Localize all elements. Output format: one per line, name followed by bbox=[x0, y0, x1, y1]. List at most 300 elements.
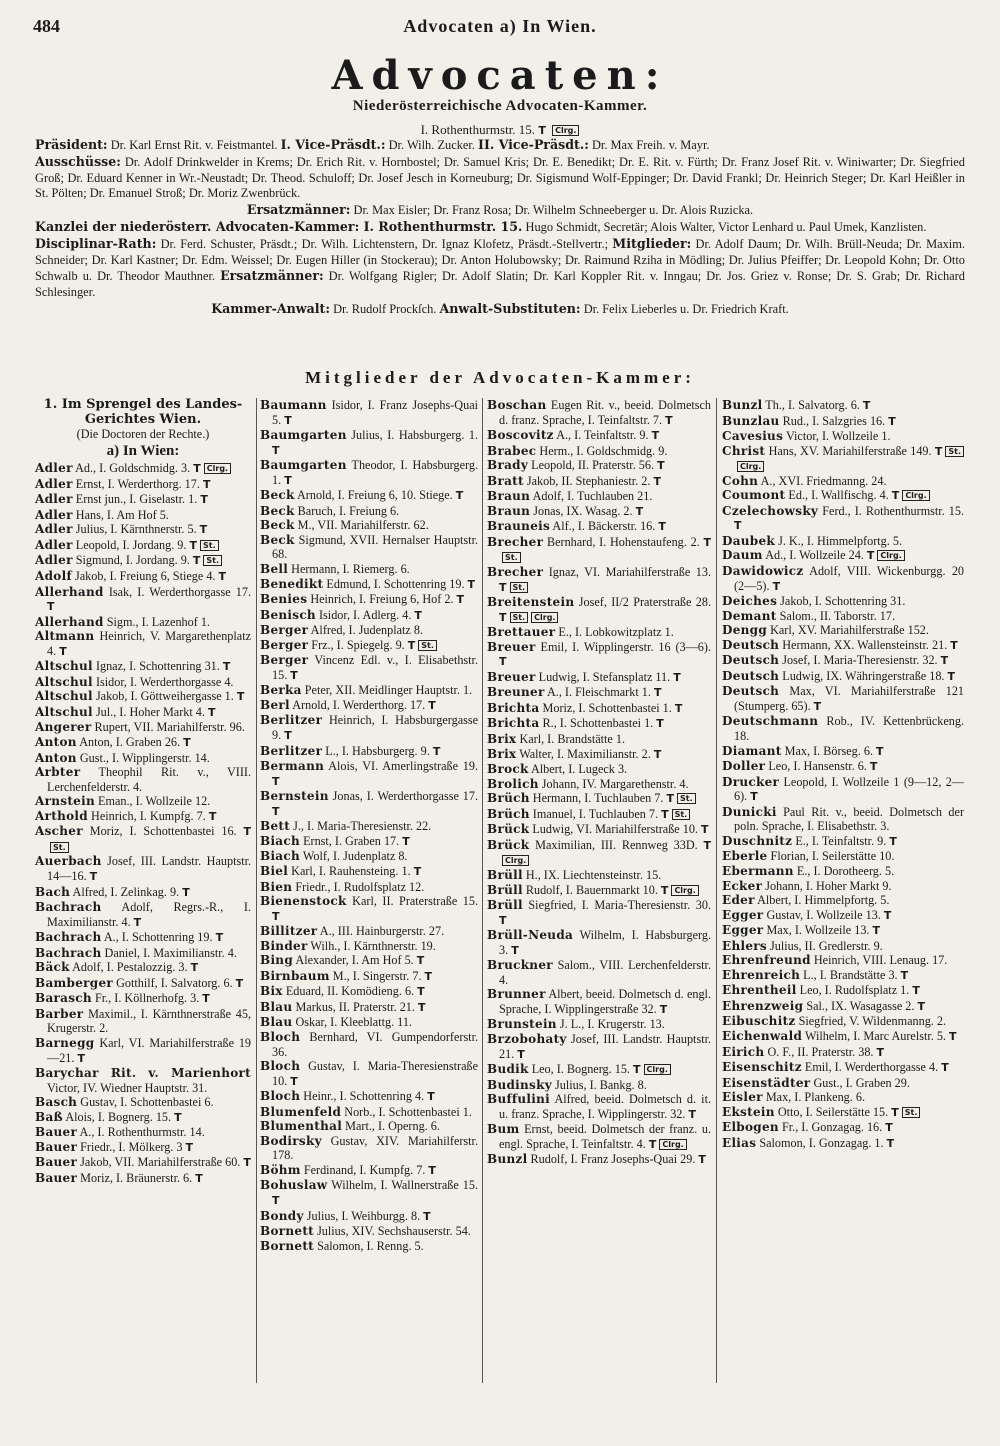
telephone-mark: T bbox=[703, 535, 712, 549]
advocate-address: Jonas, IX. Wasag. 2. bbox=[533, 503, 633, 518]
advocate-surname: Budik bbox=[487, 1062, 529, 1077]
advocate-surname: Eirich bbox=[722, 1044, 765, 1059]
advocate-surname: Adler bbox=[35, 537, 73, 552]
telephone-mark: T bbox=[888, 414, 896, 428]
directory-entry bbox=[487, 777, 711, 792]
telephone-mark: T bbox=[657, 459, 665, 473]
advocate-address: Friedr., I. Rudolfsplatz 12. bbox=[295, 879, 425, 894]
council-paragraph bbox=[35, 202, 965, 219]
st-badge: St. bbox=[510, 582, 529, 593]
telephone-mark: T bbox=[413, 864, 422, 878]
advocate-surname: Diamant bbox=[722, 743, 782, 758]
advocate-surname: Bien bbox=[260, 879, 293, 894]
directory-entry bbox=[35, 976, 251, 992]
telephone-mark: T bbox=[912, 984, 920, 998]
advocate-address: Max, I. Börseg. 6. bbox=[784, 743, 873, 758]
telephone-mark: T bbox=[511, 943, 519, 957]
directory-entry bbox=[35, 508, 251, 523]
advocate-address: Ernst jun., I. Giselastr. 1. bbox=[75, 492, 198, 507]
directory-entry bbox=[260, 533, 478, 562]
directory-entry bbox=[487, 1092, 711, 1122]
advocate-surname: Dunicki bbox=[722, 804, 777, 819]
directory-entry bbox=[260, 1105, 478, 1120]
advocate-surname: Czelechowsky bbox=[722, 503, 819, 518]
advocate-surname: Beck bbox=[260, 503, 295, 518]
telephone-mark: T bbox=[208, 809, 217, 823]
directory-entry bbox=[35, 1140, 251, 1156]
directory-entry bbox=[260, 398, 478, 428]
directory-entry bbox=[722, 999, 964, 1015]
advocate-address: L., I. Brandstätte 3. bbox=[803, 967, 898, 982]
advocate-surname: Adler bbox=[35, 553, 73, 568]
directory-entry bbox=[722, 805, 964, 834]
advocate-address: Siegfried, V. Wildenmanng. 2. bbox=[798, 1014, 947, 1029]
advocate-address: Daniel, I. Maximilianstr. 4. bbox=[104, 945, 237, 960]
advocate-address: M., VII. Mariahilferstr. 62. bbox=[297, 518, 429, 533]
directory-entry bbox=[487, 444, 711, 459]
directory-entry bbox=[722, 564, 964, 594]
advocate-address: Leopold, I. Jordang. 9. bbox=[75, 537, 187, 552]
advocate-address: Wilh., I. Kärnthnerstr. 19. bbox=[310, 938, 436, 953]
advocate-surname: Altschul bbox=[35, 674, 93, 689]
advocate-address: Ludwig, I. Stefansplatz 11. bbox=[538, 669, 671, 684]
advocate-surname: Egger bbox=[722, 923, 764, 938]
directory-entry bbox=[35, 854, 251, 884]
telephone-mark: T bbox=[876, 1045, 885, 1059]
advocate-address: A., I. Rothenthurmstr. 14. bbox=[79, 1125, 205, 1140]
advocate-surname: Brüll bbox=[487, 867, 523, 882]
advocate-surname: Altschul bbox=[35, 659, 93, 674]
advocate-address: Gust., I. Graben 29. bbox=[813, 1075, 910, 1090]
directory-entry bbox=[260, 1119, 478, 1134]
district-note: (Die Doctoren der Rechte.) bbox=[76, 427, 210, 442]
page-number: 484 bbox=[33, 16, 60, 36]
advocate-address: Ad., I. Goldschmidg. 3. bbox=[75, 461, 191, 476]
advocate-surname: Berka bbox=[260, 683, 302, 698]
advocate-surname: Deutsch bbox=[722, 637, 780, 652]
advocate-surname: Adler bbox=[35, 522, 73, 537]
directory-entry bbox=[260, 713, 478, 743]
directory-entry bbox=[722, 1120, 964, 1136]
advocate-address: Fr., I. Köllnerhofg. 3. bbox=[94, 991, 200, 1006]
advocate-surname: Bell bbox=[260, 562, 289, 577]
advocate-address: Victor, IV. Wiedner Hauptstr. 31. bbox=[47, 1080, 208, 1095]
advocate-address: Hans, I. Am Hof 5. bbox=[75, 507, 169, 522]
advocate-surname: Buffulini bbox=[487, 1092, 551, 1107]
telephone-mark: T bbox=[272, 804, 280, 818]
directory-entry bbox=[722, 1136, 964, 1152]
advocate-surname: Bondy bbox=[260, 1208, 304, 1223]
advocate-address: A., XVI. Friedmanng. 24. bbox=[760, 473, 887, 488]
directory-entry bbox=[260, 683, 478, 698]
advocate-address: Gustav, I. Maria-Theresienstraße 10. bbox=[272, 1059, 479, 1088]
advocate-surname: Benisch bbox=[260, 607, 316, 622]
advocate-address: H., IX. Liechtensteinstr. 15. bbox=[525, 867, 662, 882]
directory-entry bbox=[260, 789, 478, 819]
telephone-mark: T bbox=[885, 1121, 893, 1135]
advocate-surname: Beck bbox=[260, 532, 295, 547]
advocate-surname: Bloch bbox=[260, 1059, 301, 1074]
advocate-surname: Brecher bbox=[487, 534, 544, 549]
advocate-address: Max, VI. Mariahilferstraße 121 (Stumperg. 65). bbox=[734, 684, 965, 713]
advocate-address: A., I. Fleischmarkt 1. bbox=[546, 685, 651, 700]
advocate-address: Karl, XV. Mariahilferstraße 152. bbox=[770, 623, 929, 638]
telephone-mark: T bbox=[417, 985, 425, 999]
advocate-address: Leopold, I. Wollzeile 1 (9—12, 2—6). bbox=[734, 774, 964, 804]
advocate-surname: Auerbach bbox=[35, 854, 102, 869]
directory-entry bbox=[260, 562, 478, 577]
directory-entry bbox=[722, 744, 964, 760]
telephone-mark: T bbox=[414, 608, 422, 622]
column-divider bbox=[716, 398, 717, 1383]
directory-entry bbox=[260, 1134, 478, 1163]
advocate-address: Julius, XIV. Sechshauserstr. 54. bbox=[317, 1224, 471, 1239]
directory-entry bbox=[722, 1076, 964, 1091]
advocate-surname: Arthold bbox=[35, 808, 88, 823]
directory-entry bbox=[260, 488, 478, 504]
telephone-mark: T bbox=[660, 883, 669, 897]
clearing-badge: Clrg. bbox=[671, 885, 698, 896]
directory-entry bbox=[487, 489, 711, 504]
st-badge: St. bbox=[200, 540, 219, 551]
advocate-address: Gustav, XIV. Mariahilferstr. 178. bbox=[272, 1133, 478, 1163]
advocate-surname: Berger bbox=[260, 623, 309, 638]
advocate-address: Leo, I. Bognerg. 15. bbox=[531, 1062, 630, 1077]
advocate-address: Jakob, I. Schottenring 31. bbox=[780, 594, 906, 609]
council-label: Ersatzmänner: bbox=[220, 268, 324, 284]
directory-entry bbox=[260, 518, 478, 533]
advocate-address: J., I. Maria-Theresienstr. 22. bbox=[293, 819, 432, 834]
advocate-surname: Eibuschitz bbox=[722, 1014, 796, 1029]
advocate-surname: Eichenwald bbox=[722, 1028, 803, 1043]
advocate-surname: Blumenthal bbox=[260, 1119, 343, 1134]
telephone-mark: T bbox=[183, 736, 191, 750]
advocate-address: Josef, II/2 Praterstraße 28. bbox=[578, 595, 711, 610]
clearing-badge: Clrg. bbox=[902, 490, 929, 501]
directory-entry bbox=[722, 474, 964, 489]
advocate-surname: Bunzl bbox=[487, 1152, 528, 1167]
directory-entry bbox=[35, 689, 251, 705]
advocate-surname: Berger bbox=[260, 653, 309, 668]
directory-entry bbox=[722, 534, 964, 549]
telephone-mark: T bbox=[89, 869, 98, 883]
directory-entry bbox=[260, 608, 478, 624]
st-badge: St. bbox=[502, 552, 521, 563]
directory-entry bbox=[487, 1122, 711, 1152]
directory-entry bbox=[260, 1089, 478, 1105]
telephone-mark: T bbox=[417, 1000, 426, 1014]
advocate-address: Alfred, beeid. Dolmetsch d. it. u. franz. Sprache, I. Wipplingerstr. 32. bbox=[499, 1092, 712, 1121]
directory-entry bbox=[487, 398, 711, 428]
advocate-address: Arnold, I. Freiung 6, 10. Stiege. bbox=[296, 488, 453, 503]
advocate-surname: Eisler bbox=[722, 1090, 763, 1105]
page-title: Advocaten: bbox=[331, 52, 669, 99]
advocate-address: Isidor, I. Werderthorgasse 4. bbox=[95, 674, 234, 689]
council-text: Hugo Schmidt, Secretär; Alois Walter, Victor Lenhard u. Paul Umek, Kanzlisten. bbox=[522, 219, 927, 234]
directory-entry bbox=[35, 675, 251, 690]
directory-entry bbox=[487, 519, 711, 535]
telephone-mark: T bbox=[499, 580, 507, 594]
advocate-address: Rob., IV. Kettenbrückeng. 18. bbox=[734, 714, 964, 744]
directory-entry bbox=[35, 720, 251, 735]
directory-entry bbox=[35, 824, 251, 854]
telephone-mark: T bbox=[653, 474, 661, 488]
council-label: Ausschüsse: bbox=[35, 153, 121, 169]
directory-entry bbox=[722, 444, 964, 474]
council-text: Dr. Ferd. Schuster, Präsdt.; Dr. Wilh. Lichtenstern, Dr. Ignaz Klofetz, Präsdt.-Stellvertr.; bbox=[156, 236, 613, 251]
advocate-address: Ludwig, VI. Mariahilferstraße 10. bbox=[532, 822, 698, 837]
council-text: Dr. Wolfgang Rigler; Dr. Adolf Slatin; Dr. Karl Koppler Rit. v. Inngau; Dr. Jos. Griez v. Ronse; Dr. S. Grab; Dr. Richard Schlesinger. bbox=[35, 269, 966, 300]
advocate-address: Jakob, I. Freiung 6, Stiege 4. bbox=[74, 569, 216, 584]
directory-entry bbox=[35, 492, 251, 508]
advocate-surname: Blau bbox=[260, 999, 293, 1014]
advocate-address: Julius, II. Gredlerstr. 9. bbox=[770, 938, 883, 953]
st-badge: St. bbox=[203, 555, 222, 566]
advocate-address: Albert, I. Lugeck 3. bbox=[530, 762, 628, 777]
directory-entry bbox=[35, 1095, 251, 1110]
advocate-surname: Brolich bbox=[487, 776, 539, 791]
advocate-surname: Bratt bbox=[487, 473, 524, 488]
advocate-address: Karl, I. Rauhensteing. 1. bbox=[291, 863, 411, 878]
directory-entry bbox=[260, 894, 478, 924]
directory-entry bbox=[260, 953, 478, 969]
advocate-address: Wilhelm, I. Habsburgerg. 3. bbox=[499, 928, 711, 957]
telephone-mark: T bbox=[891, 1105, 899, 1119]
advocate-address: Karl, II. Praterstraße 15. bbox=[352, 894, 478, 909]
advocate-address: Adolf, I. Tuchlauben 21. bbox=[532, 489, 653, 504]
advocate-surname: Bohuslaw bbox=[260, 1178, 328, 1193]
advocate-address: Heinrich, I. Habsburgergasse 9. bbox=[272, 713, 478, 743]
directory-entry bbox=[35, 809, 251, 825]
directory-entry bbox=[487, 1062, 711, 1078]
advocate-address: Sigmund, XVII. Hernalser Hauptstr. 68. bbox=[272, 532, 478, 562]
advocate-address: Ignaz, VI. Mariahilferstraße 13. bbox=[548, 565, 712, 580]
advocate-surname: Bamberger bbox=[35, 975, 114, 990]
directory-entry bbox=[260, 1239, 478, 1254]
advocate-address: Imanuel, I. Tuchlauben 7. bbox=[532, 806, 659, 821]
advocate-surname: Deutschmann bbox=[722, 714, 819, 729]
telephone-mark: T bbox=[235, 976, 244, 990]
directory-entry bbox=[722, 923, 964, 939]
chamber-council bbox=[35, 137, 965, 318]
telephone-mark: T bbox=[891, 489, 900, 503]
advocate-address: Alois, VI. Amerlingstraße 19. bbox=[328, 759, 479, 774]
advocate-surname: Biach bbox=[260, 849, 301, 864]
advocate-address: Wilhelm, I. Wallnerstraße 15. bbox=[331, 1178, 478, 1193]
directory-entry bbox=[35, 765, 251, 794]
directory-entry bbox=[260, 592, 478, 608]
directory-entry bbox=[722, 879, 964, 894]
telephone-mark: T bbox=[284, 413, 292, 427]
directory-entry bbox=[722, 775, 964, 805]
telephone-mark: T bbox=[402, 834, 410, 848]
advocate-surname: Bernstein bbox=[260, 789, 329, 804]
advocate-address: Hans, XV. Mariahilferstraße 149. bbox=[768, 443, 932, 458]
advocate-surname: Ekstein bbox=[722, 1104, 775, 1119]
telephone-mark: T bbox=[428, 1163, 436, 1177]
telephone-mark: T bbox=[202, 477, 211, 491]
directory-entry bbox=[487, 670, 711, 686]
advocate-address: Emil, I. Werderthorgasse 4. bbox=[804, 1060, 939, 1075]
council-text: Dr. Adolf Daum; Dr. Wilh. Brüll-Neuda; Dr. Maxim. Schneider; Dr. Karl Kastner; Dr. Edm. Weissel; Dr. Eugen Hiller (in Stockerau); Dr. Anton Holubowsky; Dr. Raimund Rziha in Mödling; Dr. Julius Pfeiffer; Dr. Leopold Kohn; Dr. Otto Schwalb u. Dr. Theodor Mauthner. bbox=[35, 236, 965, 284]
telephone-mark: T bbox=[215, 931, 224, 945]
directory-entry bbox=[487, 1152, 711, 1168]
directory-entry bbox=[722, 1045, 964, 1061]
telephone-mark: T bbox=[900, 968, 909, 982]
advocate-surname: Bach bbox=[35, 884, 71, 899]
telephone-mark: T bbox=[674, 701, 683, 715]
advocate-address: Moriz, I. Schottenbastei 16. bbox=[89, 824, 237, 839]
advocate-address: Salomon, I. Gonzagag. 1. bbox=[759, 1135, 884, 1150]
directory-entry bbox=[35, 522, 251, 538]
clearing-badge: Clrg. bbox=[502, 855, 529, 866]
advocate-address: Isidor, I. Adlerg. 4. bbox=[319, 607, 412, 622]
directory-entry bbox=[35, 585, 251, 615]
advocate-surname: Arnstein bbox=[35, 794, 95, 809]
advocate-surname: Allerhand bbox=[35, 614, 104, 629]
directory-entry bbox=[722, 908, 964, 924]
advocate-surname: Elias bbox=[722, 1135, 757, 1150]
telephone-mark: T bbox=[189, 538, 198, 552]
telephone-mark: T bbox=[665, 413, 673, 427]
advocate-address: Heinrich, I. Kumpfg. 7. bbox=[91, 808, 206, 823]
directory-entry bbox=[35, 1125, 251, 1140]
advocate-surname: Barasch bbox=[35, 991, 92, 1006]
advocate-surname: Braun bbox=[487, 503, 531, 518]
telephone-mark: T bbox=[59, 644, 67, 658]
telephone-mark: T bbox=[703, 838, 712, 852]
advocate-surname: Egger bbox=[722, 907, 764, 922]
council-text: Dr. Adolf Drinkwelder in Krems; Dr. Erich Rit. v. Hornbostel; Dr. Samuel Kris; Dr. E. Benedikt; Dr. E. Rit. v. Fürth; Dr. Franz Josef Rit. v. Winiwarter; Dr. Siegfried Groß; Dr. Eduard Kenner in Wr.-Neustadt; Dr. Theod. Schuloff; Dr. Josef Jesch in Korneuburg; Dr. Sigismund Wolf-Eppinger; Dr. David Frankl; Dr. Heinrich Steger; Dr. Karl Heißler in St. Pölten; Dr. Emanuel Stroß; Dr. Moriz Zwenbrück. bbox=[35, 154, 965, 201]
advocate-address: Adolf, Regrs.-R., I. Maximilianstr. 4. bbox=[47, 900, 251, 929]
advocate-surname: Brüll-Neuda bbox=[487, 928, 574, 943]
advocate-address: Julius, I. Kärnthnerstr. 5. bbox=[75, 522, 197, 537]
advocate-surname: Duschnitz bbox=[722, 833, 793, 848]
council-paragraph bbox=[35, 301, 965, 318]
advocate-address: Karl, VI. Mariahilferstraße 19—21. bbox=[47, 1035, 252, 1065]
telephone-mark: T bbox=[947, 669, 956, 683]
advocate-address: Ed., I. Wallfischg. 4. bbox=[788, 488, 889, 503]
directory-entry bbox=[722, 548, 964, 564]
advocate-address: Victor, I. Wollzeile 1. bbox=[785, 429, 891, 444]
directory-entry bbox=[722, 594, 964, 609]
directory-entry bbox=[260, 1000, 478, 1016]
directory-entry bbox=[722, 398, 964, 414]
advocate-surname: Ehrenreich bbox=[722, 967, 801, 982]
telephone-mark: T bbox=[883, 908, 892, 922]
directory-entry bbox=[722, 653, 964, 669]
advocate-address: Hermann, I. Riemerg. 6. bbox=[291, 562, 410, 577]
telephone-mark: T bbox=[698, 1153, 706, 1167]
advocate-surname: Bornett bbox=[260, 1224, 315, 1239]
council-text: Dr. Max Eisler; Dr. Franz Rosa; Dr. Wilhelm Schneeberger u. Dr. Alois Ruzicka. bbox=[350, 203, 754, 218]
telephone-mark: T bbox=[772, 579, 781, 593]
telephone-mark: T bbox=[243, 825, 251, 839]
advocate-address: Maximilian, III. Rennweg 33D. bbox=[535, 837, 698, 852]
advocate-surname: Dawidowicz bbox=[722, 564, 804, 579]
advocate-surname: Bornett bbox=[260, 1238, 315, 1253]
directory-entry bbox=[487, 883, 711, 899]
advocate-surname: Baumgarten bbox=[260, 458, 347, 473]
advocate-address: Sal., IX. Wasagasse 2. bbox=[806, 998, 915, 1013]
directory-entry bbox=[722, 849, 964, 864]
council-label: I. Vice-Präsdt.: bbox=[280, 137, 386, 152]
advocate-surname: Benedikt bbox=[260, 576, 324, 591]
advocate-surname: Daubek bbox=[722, 533, 776, 548]
directory-entry bbox=[260, 1030, 478, 1059]
advocate-surname: Bauer bbox=[35, 1155, 78, 1170]
advocate-surname: Brix bbox=[487, 746, 517, 761]
advocate-address: Jul., I. Hoher Markt 4. bbox=[95, 704, 205, 719]
advocate-surname: Berl bbox=[260, 697, 290, 712]
directory-entry bbox=[487, 1078, 711, 1093]
advocate-surname: Doller bbox=[722, 759, 766, 774]
advocate-address: Hermann, XX. Wallensteinstr. 21. bbox=[782, 637, 948, 652]
telephone-mark: T bbox=[633, 1063, 641, 1077]
st-badge: St. bbox=[902, 1107, 921, 1118]
directory-entry bbox=[260, 638, 478, 654]
telephone-mark: T bbox=[218, 570, 227, 584]
directory-entry bbox=[35, 477, 251, 493]
directory-entry bbox=[260, 1163, 478, 1179]
advocate-surname: Elbogen bbox=[722, 1120, 779, 1135]
council-label: Kanzlei der niederösterr. Advocaten-Kammer: I. Rothenthurmstr. 15. bbox=[35, 218, 523, 234]
telephone-mark: T bbox=[750, 790, 758, 804]
advocate-surname: Adler bbox=[35, 476, 73, 491]
directory-entry bbox=[260, 819, 478, 834]
telephone-mark: T bbox=[427, 1090, 435, 1104]
advocate-surname: Arbter bbox=[35, 765, 81, 780]
advocate-surname: Brüll bbox=[487, 898, 523, 913]
advocate-address: Th., I. Salvatorg. 6. bbox=[765, 398, 860, 412]
advocate-surname: Billitzer bbox=[260, 924, 318, 939]
directory-entry bbox=[722, 623, 964, 638]
telephone-mark: T bbox=[467, 577, 476, 591]
directory-entry bbox=[260, 623, 478, 638]
advocate-address: Alfred, I. Judenplatz 8. bbox=[310, 623, 423, 638]
advocate-address: Sigm., I. Lazenhof 1. bbox=[106, 614, 210, 629]
clearing-badge: Clrg. bbox=[204, 463, 231, 474]
telephone-mark: T bbox=[950, 638, 958, 652]
advocate-surname: Drucker bbox=[722, 774, 780, 789]
advocate-address: Arnold, I. Werderthorg. 17. bbox=[292, 697, 426, 712]
advocate-address: M., I. Singerstr. 7. bbox=[332, 968, 422, 983]
directory-entry bbox=[487, 458, 711, 474]
advocate-address: Max, I. Wollzeile 13. bbox=[766, 923, 870, 938]
council-paragraph bbox=[35, 219, 965, 236]
telephone-mark: T bbox=[673, 670, 681, 684]
advocate-address: Adolf, VIII. Wickenburgg. 20 (2—5). bbox=[734, 564, 965, 593]
council-paragraph bbox=[35, 154, 965, 202]
directory-entry bbox=[260, 1059, 478, 1089]
directory-entry bbox=[722, 669, 964, 685]
advocate-surname: Bachrach bbox=[35, 945, 102, 960]
directory-entry bbox=[35, 735, 251, 751]
directory-entry bbox=[35, 1066, 251, 1095]
directory-entry bbox=[260, 864, 478, 880]
directory-entry bbox=[260, 1178, 478, 1208]
directory-entry bbox=[722, 638, 964, 654]
telephone-mark: T bbox=[934, 444, 943, 458]
advocate-address: Moriz, I. Schottenbastei 1. bbox=[542, 700, 672, 715]
advocate-address: Edmund, I. Schottenring 19. bbox=[326, 576, 465, 591]
directory-entry bbox=[722, 983, 964, 999]
advocate-surname: Dengg bbox=[722, 623, 768, 638]
advocate-address: Rud., I. Salzgries 16. bbox=[782, 413, 886, 428]
advocate-address: L., I. Habsburgerg. 9. bbox=[325, 743, 430, 758]
page-subtitle: Niederösterreichische Advocaten-Kammer. bbox=[352, 98, 648, 114]
telephone-mark: T bbox=[866, 549, 875, 563]
